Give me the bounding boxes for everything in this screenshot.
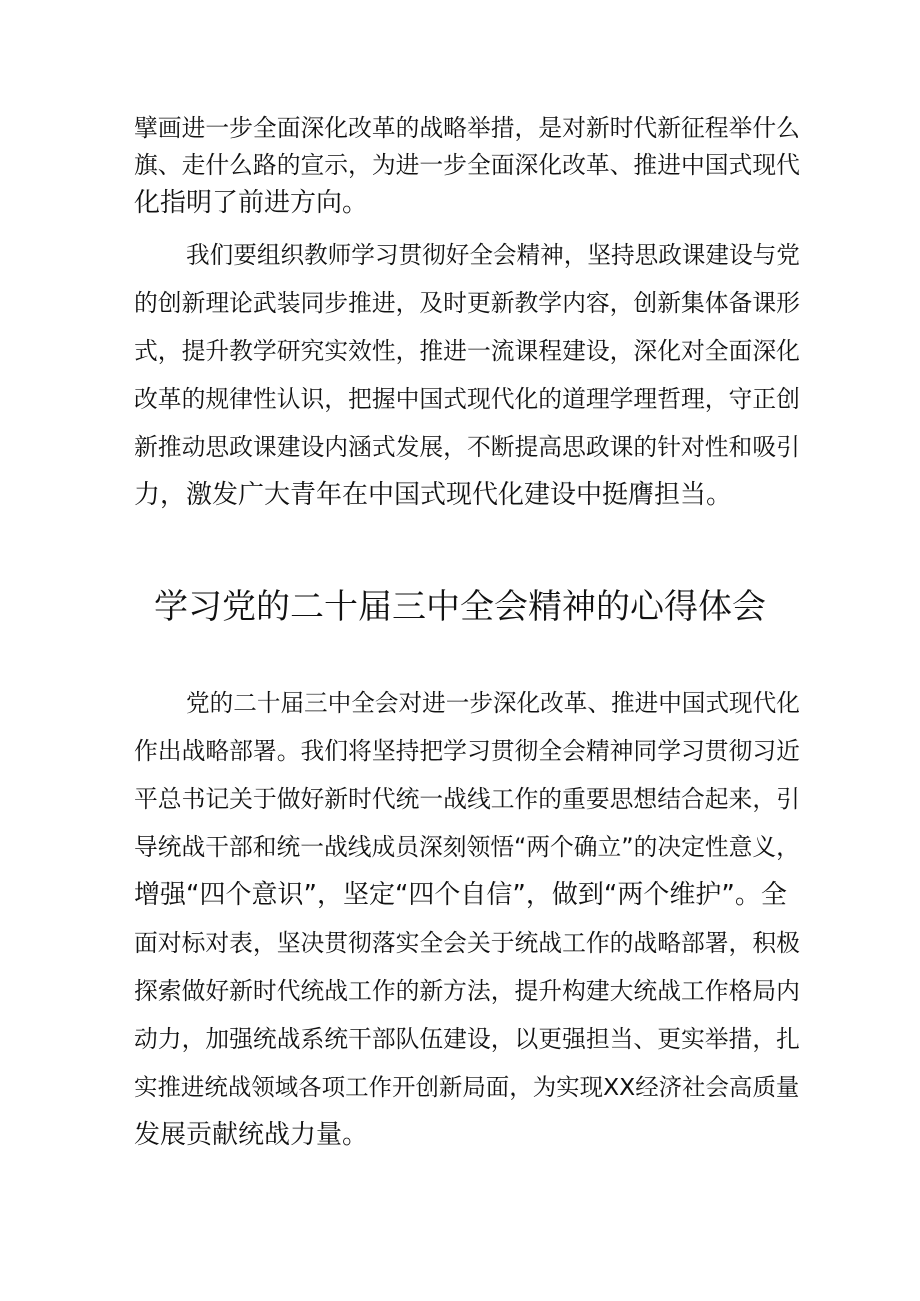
para3-line-4: 导统战干部和统一战线成员深刻领悟“两个确立”的决定性意义，: [134, 833, 800, 861]
para3-line-2: 作出战略部署。我们将坚持把学习贯彻全会精神同学习贯彻习近: [134, 737, 800, 765]
para2-line-3: 式，提升教学研究实效性，推进一流课程建设，深化对全面深化: [134, 337, 800, 365]
para1-line-2: 旗、走什么路的宣示，为进一步全面深化改革、推进中国式现代: [134, 151, 800, 179]
para3-line-8: 动力，加强统战系统干部队伍建设，以更强担当、更实举措，扎: [134, 1025, 800, 1053]
para2-line-1: 我们要组织教师学习贯彻好全会精神，坚持思政课建设与党: [186, 241, 800, 269]
para3-line-10: 发展贡献统战力量。: [134, 1120, 369, 1150]
para3-line-5: 增强“四个意识”，坚定“四个自信”，做到“两个维护”。全: [134, 880, 787, 910]
para2-line-4: 改革的规律性认识，把握中国式现代化的道理学理哲理，守正创: [134, 385, 800, 413]
para2-line-2: 的创新理论武装同步推进，及时更新教学内容，创新集体备课形: [134, 289, 800, 317]
para1-line-3: 化指明了前进方向。: [134, 188, 369, 218]
para1-line-1: 擘画进一步全面深化改革的战略举措，是对新时代新征程举什么: [134, 114, 800, 142]
para2-line-5: 新推动思政课建设内涵式发展，不断提高思政课的针对性和吸引: [134, 433, 800, 461]
page-title: 学习党的二十届三中全会精神的心得体会: [154, 587, 766, 627]
para3-line-7: 探索做好新时代统战工作的新方法，提升构建大统战工作格局内: [134, 977, 800, 1005]
para3-line-9: 实推进统战领域各项工作开创新局面，为实现XX经济社会高质量: [134, 1073, 800, 1101]
para3-line-1: 党的二十届三中全会对进一步深化改革、推进中国式现代化: [186, 689, 800, 717]
para3-line-3: 平总书记关于做好新时代统一战线工作的重要思想结合起来，引: [134, 785, 800, 813]
para3-line-6: 面对标对表，坚决贯彻落实全会关于统战工作的战略部署，积极: [134, 929, 800, 957]
para2-line-6: 力，激发广大青年在中国式现代化建设中挺膺担当。: [134, 480, 733, 510]
